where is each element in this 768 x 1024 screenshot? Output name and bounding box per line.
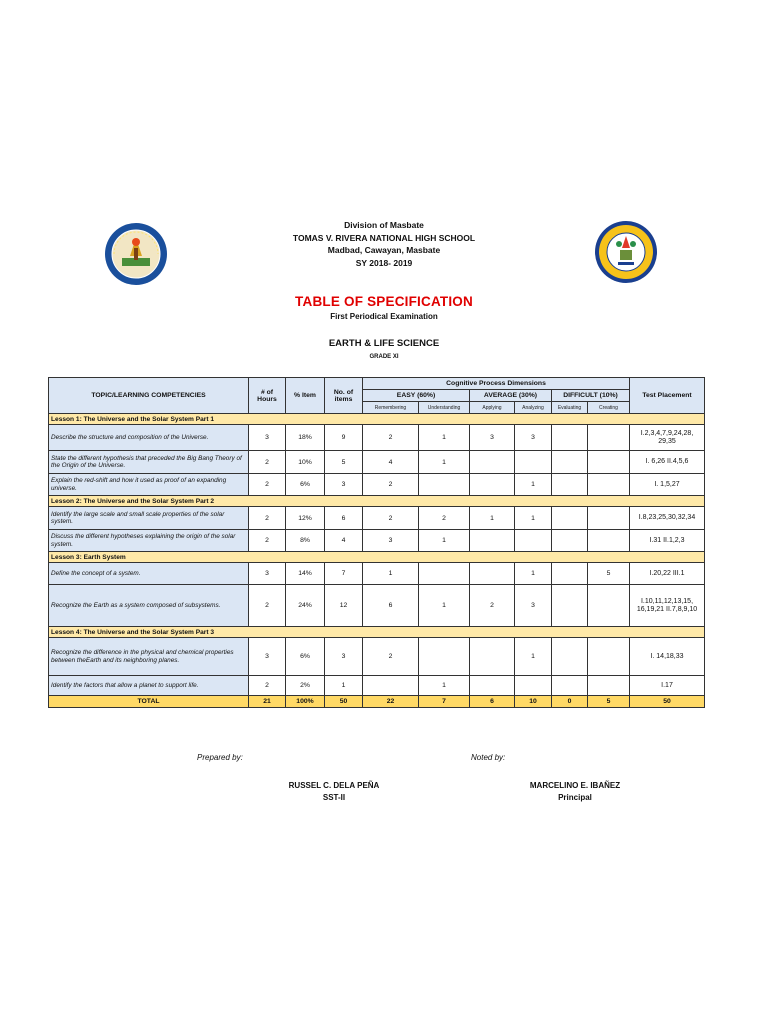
noter-title: Principal [558,793,592,802]
analyzing-cell [515,451,552,474]
creating-cell [588,451,630,474]
total-understanding: 7 [419,696,470,708]
understanding-cell: 1 [419,530,470,552]
prepared-by-label: Prepared by: [197,753,243,762]
competency-text: Describe the structure and composition of the Universe. [49,425,249,451]
noted-by-label: Noted by: [471,753,506,762]
difficult-header: DIFFICULT (10%) [552,390,630,402]
lesson-title: Lesson 4: The Universe and the Solar System Part 3 [49,627,705,638]
placement-cell: I.8,23,25,30,32,34 [630,507,705,530]
hours-cell: 2 [249,474,286,496]
grade-level: GRADE XI [369,354,399,360]
remembering-cell: 1 [363,563,419,585]
placement-header: Test Placement [630,378,705,414]
competency-row [49,676,705,696]
competency-row [49,474,705,496]
analyzing-cell: 1 [515,638,552,676]
noter-signature-block [475,780,675,804]
creating-cell: 5 [588,563,630,585]
items-cell: 1 [325,676,363,696]
total-evaluating: 0 [552,696,588,708]
applying-cell [470,451,515,474]
pct-cell: 10% [286,451,325,474]
exam-name: First Periodical Examination [330,312,438,321]
remembering-cell: 6 [363,585,419,627]
understanding-header: Understanding [419,402,470,414]
pct-cell: 14% [286,563,325,585]
pct-cell: 8% [286,530,325,552]
lesson-row [49,496,705,507]
analyzing-header: Analyzing [515,402,552,414]
remembering-cell [363,676,419,696]
total-row [49,696,705,708]
evaluating-cell [552,425,588,451]
subject-name: EARTH & LIFE SCIENCE [328,338,440,349]
total-remembering: 22 [363,696,419,708]
pct-cell: 12% [286,507,325,530]
competency-row [49,563,705,585]
applying-cell [470,563,515,585]
document-title: TABLE OF SPECIFICATION [295,294,473,309]
competency-row [49,585,705,627]
lesson-title: Lesson 1: The Universe and the Solar System Part 1 [49,414,705,425]
lesson-row [49,552,705,563]
placement-cell: I.2,3,4,7,9,24,28, 29,35 [630,425,705,451]
competency-row [49,638,705,676]
applying-cell: 1 [470,507,515,530]
applying-cell [470,638,515,676]
remembering-cell: 2 [363,425,419,451]
understanding-cell: 1 [419,676,470,696]
placement-cell: I. 14,18,33 [630,638,705,676]
creating-cell [588,425,630,451]
analyzing-cell: 3 [515,585,552,627]
total-placement: 50 [630,696,705,708]
competency-row [49,451,705,474]
total-applying: 6 [470,696,515,708]
placement-cell: I.20,22 III.1 [630,563,705,585]
total-items: 50 [325,696,363,708]
creating-header: Creating [588,402,630,414]
applying-cell [470,530,515,552]
competency-text: State the different hypothesis that preceded the Big Bang Theory of the Origin of the Universe. [49,451,249,474]
preparer-name: RUSSEL C. DELA PEÑA [288,781,380,790]
applying-cell: 2 [470,585,515,627]
pct-header: % Item [286,378,325,414]
evaluating-cell [552,507,588,530]
placement-cell: I.31 II.1,2,3 [630,530,705,552]
average-header: AVERAGE (30%) [470,390,552,402]
division-name: Division of Masbate [344,220,424,230]
applying-cell [470,474,515,496]
items-cell: 12 [325,585,363,627]
total-creating: 5 [588,696,630,708]
hours-cell: 2 [249,585,286,627]
evaluating-cell [552,638,588,676]
creating-cell [588,507,630,530]
hours-cell: 2 [249,507,286,530]
total-analyzing: 10 [515,696,552,708]
competency-text: Identify the large scale and small scale properties of the solar system. [49,507,249,530]
school-header [0,219,768,269]
hours-cell: 2 [249,676,286,696]
remembering-cell: 2 [363,474,419,496]
cognitive-dimensions-header: Cognitive Process Dimensions [363,378,630,390]
total-hours: 21 [249,696,286,708]
competency-row [49,530,705,552]
understanding-cell [419,638,470,676]
items-cell: 5 [325,451,363,474]
preparer-signature-block [234,780,434,804]
lesson-row [49,414,705,425]
school-name: TOMAS V. RIVERA NATIONAL HIGH SCHOOL [292,232,476,243]
pct-cell: 2% [286,676,325,696]
hours-cell: 3 [249,563,286,585]
lesson-title: Lesson 3: Earth System [49,552,705,563]
easy-header: EASY (60%) [363,390,470,402]
items-cell: 4 [325,530,363,552]
understanding-cell: 1 [419,585,470,627]
hours-header: # of Hours [249,378,286,414]
evaluating-cell [552,676,588,696]
total-label: TOTAL [49,696,249,708]
competency-text: Identify the factors that allow a planet to support life. [49,676,249,696]
creating-cell [588,638,630,676]
creating-cell [588,474,630,496]
competency-text: Recognize the difference in the physical and chemical properties between theEarth and its neighboring planes. [49,638,249,676]
evaluating-cell [552,451,588,474]
placement-cell: I.10,11,12,13,15, 16,19,21 II.7,8,9,10 [630,585,705,627]
understanding-cell [419,474,470,496]
applying-cell [470,676,515,696]
competency-text: Discuss the different hypotheses explaining the origin of the solar system. [49,530,249,552]
evaluating-cell [552,530,588,552]
analyzing-cell: 1 [515,563,552,585]
remembering-header: Remembering [363,402,419,414]
competency-text: Explain the red-shift and how it used as proof of an expanding universe. [49,474,249,496]
applying-cell: 3 [470,425,515,451]
topic-header: TOPIC/LEARNING COMPETENCIES [49,378,249,414]
hours-cell: 2 [249,530,286,552]
placement-cell: I. 1,5,27 [630,474,705,496]
pct-cell: 6% [286,638,325,676]
noter-name: MARCELINO E. IBAÑEZ [529,781,621,790]
competency-row [49,425,705,451]
items-cell: 3 [325,638,363,676]
applying-header: Applying [470,402,515,414]
analyzing-cell: 3 [515,425,552,451]
placement-cell: I. 6,26 II.4,5,6 [630,451,705,474]
competency-row [49,507,705,530]
items-cell: 3 [325,474,363,496]
pct-cell: 18% [286,425,325,451]
placement-cell: I.17 [630,676,705,696]
analyzing-cell [515,530,552,552]
analyzing-cell: 1 [515,507,552,530]
specification-table [48,377,705,708]
creating-cell [588,676,630,696]
evaluating-header: Evaluating [552,402,588,414]
total-pct: 100% [286,696,325,708]
hours-cell: 3 [249,638,286,676]
items-cell: 7 [325,563,363,585]
evaluating-cell [552,474,588,496]
remembering-cell: 2 [363,638,419,676]
creating-cell [588,585,630,627]
lesson-row [49,627,705,638]
school-address: Madbad, Cawayan, Masbate [327,245,441,255]
items-header: No. of items [325,378,363,414]
analyzing-cell [515,676,552,696]
hours-cell: 3 [249,425,286,451]
competency-text: Recognize the Earth as a system composed of subsystems. [49,585,249,627]
analyzing-cell: 1 [515,474,552,496]
evaluating-cell [552,563,588,585]
hours-cell: 2 [249,451,286,474]
competency-text: Define the concept of a system. [49,563,249,585]
understanding-cell [419,563,470,585]
items-cell: 9 [325,425,363,451]
understanding-cell: 1 [419,451,470,474]
remembering-cell: 3 [363,530,419,552]
pct-cell: 24% [286,585,325,627]
pct-cell: 6% [286,474,325,496]
understanding-cell: 2 [419,507,470,530]
remembering-cell: 2 [363,507,419,530]
understanding-cell: 1 [419,425,470,451]
remembering-cell: 4 [363,451,419,474]
preparer-title: SST-II [322,793,346,802]
lesson-title: Lesson 2: The Universe and the Solar System Part 2 [49,496,705,507]
evaluating-cell [552,585,588,627]
school-year: SY 2018- 2019 [355,257,413,268]
items-cell: 6 [325,507,363,530]
creating-cell [588,530,630,552]
